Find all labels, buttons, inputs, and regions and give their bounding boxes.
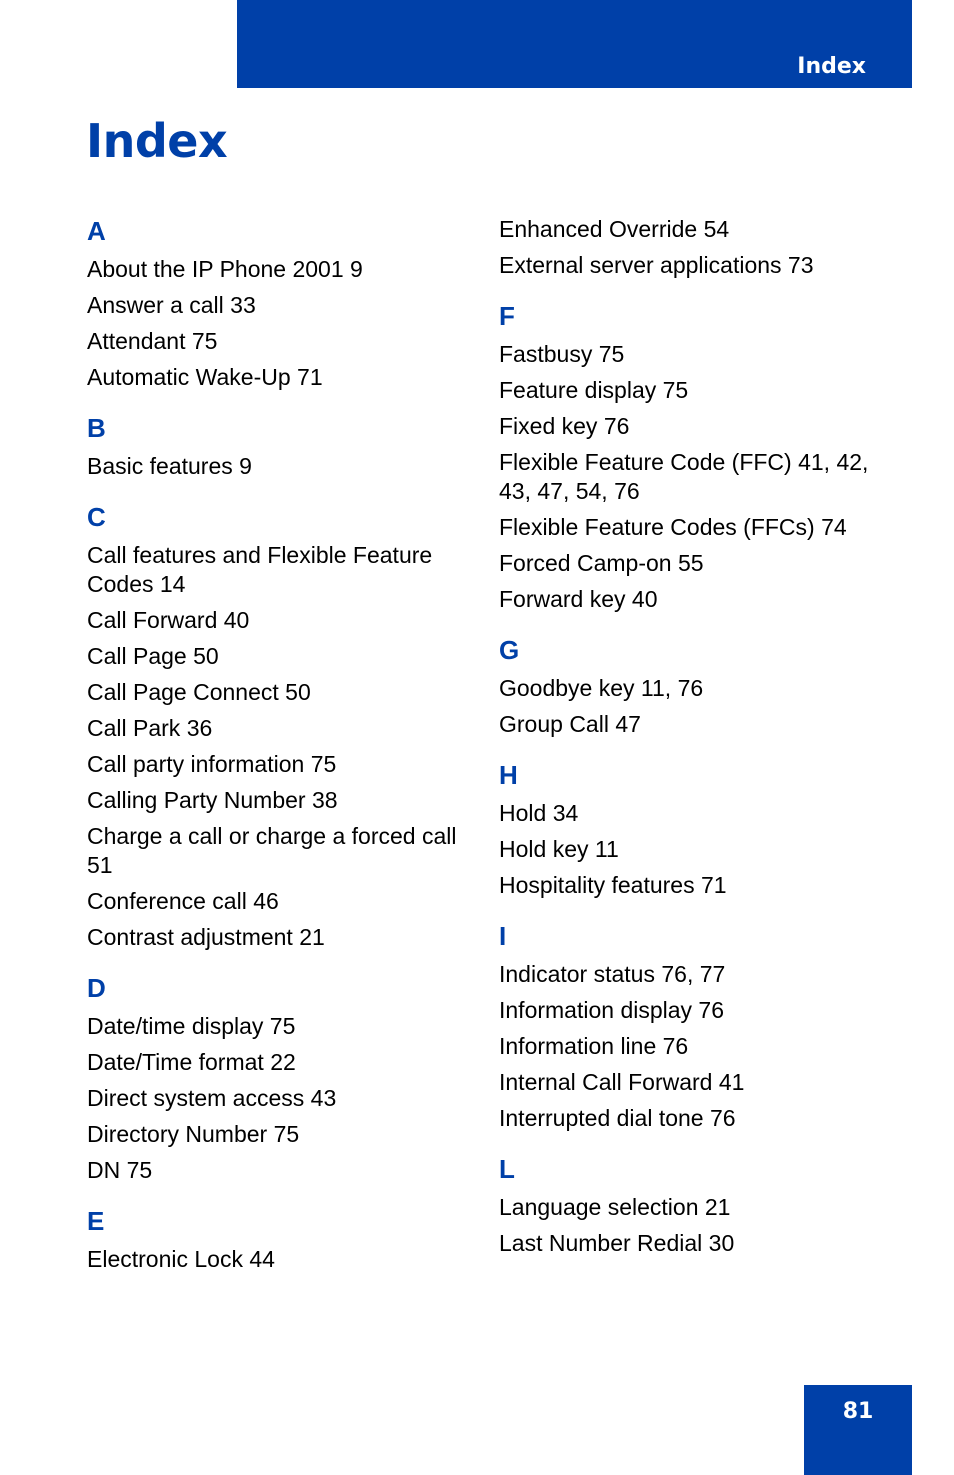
index-section	[87, 215, 462, 392]
index-entry: Electronic Lock 44	[87, 1246, 275, 1272]
index-entry: Call features and Flexible Feature Codes 14	[87, 542, 433, 597]
index-column-left	[87, 215, 462, 1294]
index-entry: Group Call 47	[499, 711, 641, 737]
index-entry: Goodbye key 11, 76	[499, 675, 704, 701]
page-title: Index	[86, 114, 228, 168]
index-section	[87, 1205, 462, 1274]
index-entry: Fastbusy 75	[499, 341, 625, 367]
index-entry: Call Page 50	[87, 643, 219, 669]
header-bar	[237, 0, 912, 88]
index-entry: Flexible Feature Code (FFC) 41, 42, 43, 47, 54, 76	[499, 449, 869, 504]
page-number: 81	[842, 1399, 874, 1424]
section-letter: B	[87, 413, 106, 443]
index-entry: About the IP Phone 2001 9	[87, 256, 363, 282]
header-section-label: Index	[797, 54, 866, 79]
index-entry: Hold 34	[499, 800, 579, 826]
index-entry: Contrast adjustment 21	[87, 924, 325, 950]
index-entry: Internal Call Forward 41	[499, 1069, 745, 1095]
index-entry: Hospitality features 71	[499, 872, 727, 898]
index-entry: Forward key 40	[499, 586, 658, 612]
index-entry: Call Page Connect 50	[87, 679, 311, 705]
section-letter: C	[87, 502, 106, 532]
section-letter: L	[499, 1154, 515, 1184]
index-entry: Call Park 36	[87, 715, 213, 741]
index-entry: Fixed key 76	[499, 413, 630, 439]
index-section	[87, 412, 462, 481]
index-column-right	[499, 215, 874, 1278]
index-entry: Call party information 75	[87, 751, 337, 777]
index-entry: Interrupted dial tone 76	[499, 1105, 736, 1131]
index-entry: Direct system access 43	[87, 1085, 337, 1111]
index-entry: Charge a call or charge a forced call 51	[87, 823, 457, 878]
index-section	[87, 501, 462, 952]
index-entry: Forced Camp-on 55	[499, 550, 704, 576]
index-entry: Date/time display 75	[87, 1013, 296, 1039]
index-entry: Calling Party Number 38	[87, 787, 338, 813]
index-entry: Information display 76	[499, 997, 725, 1023]
index-entry: Indicator status 76, 77	[499, 961, 726, 987]
index-section	[499, 215, 874, 280]
index-entry: Basic features 9	[87, 453, 252, 479]
index-entry: Hold key 11	[499, 836, 619, 862]
page-number-box	[804, 1385, 912, 1475]
index-section	[499, 920, 874, 1133]
index-entry: Date/Time format 22	[87, 1049, 296, 1075]
section-letter: I	[499, 921, 507, 951]
index-entry: Directory Number 75	[87, 1121, 300, 1147]
index-entry: Last Number Redial 30	[499, 1230, 735, 1256]
index-section	[499, 759, 874, 900]
index-entry: Attendant 75	[87, 328, 218, 354]
index-entry: Information line 76	[499, 1033, 689, 1059]
index-entry: External server applications 73	[499, 252, 814, 278]
index-section	[499, 634, 874, 739]
section-letter: A	[87, 216, 106, 246]
index-section	[87, 972, 462, 1185]
section-letter: D	[87, 973, 106, 1003]
index-section	[499, 300, 874, 614]
index-entry: Automatic Wake-Up 71	[87, 364, 323, 390]
index-entry: Conference call 46	[87, 888, 279, 914]
index-entry: Language selection 21	[499, 1194, 731, 1220]
index-entry: DN 75	[87, 1157, 153, 1183]
index-section	[499, 1153, 874, 1258]
section-letter: H	[499, 760, 518, 790]
index-entry: Enhanced Override 54	[499, 216, 730, 242]
index-entry: Call Forward 40	[87, 607, 250, 633]
index-entry: Flexible Feature Codes (FFCs) 74	[499, 514, 847, 540]
section-letter: F	[499, 301, 515, 331]
index-entry: Feature display 75	[499, 377, 689, 403]
index-entry: Answer a call 33	[87, 292, 256, 318]
section-letter: E	[87, 1206, 105, 1236]
section-letter: G	[499, 635, 520, 665]
